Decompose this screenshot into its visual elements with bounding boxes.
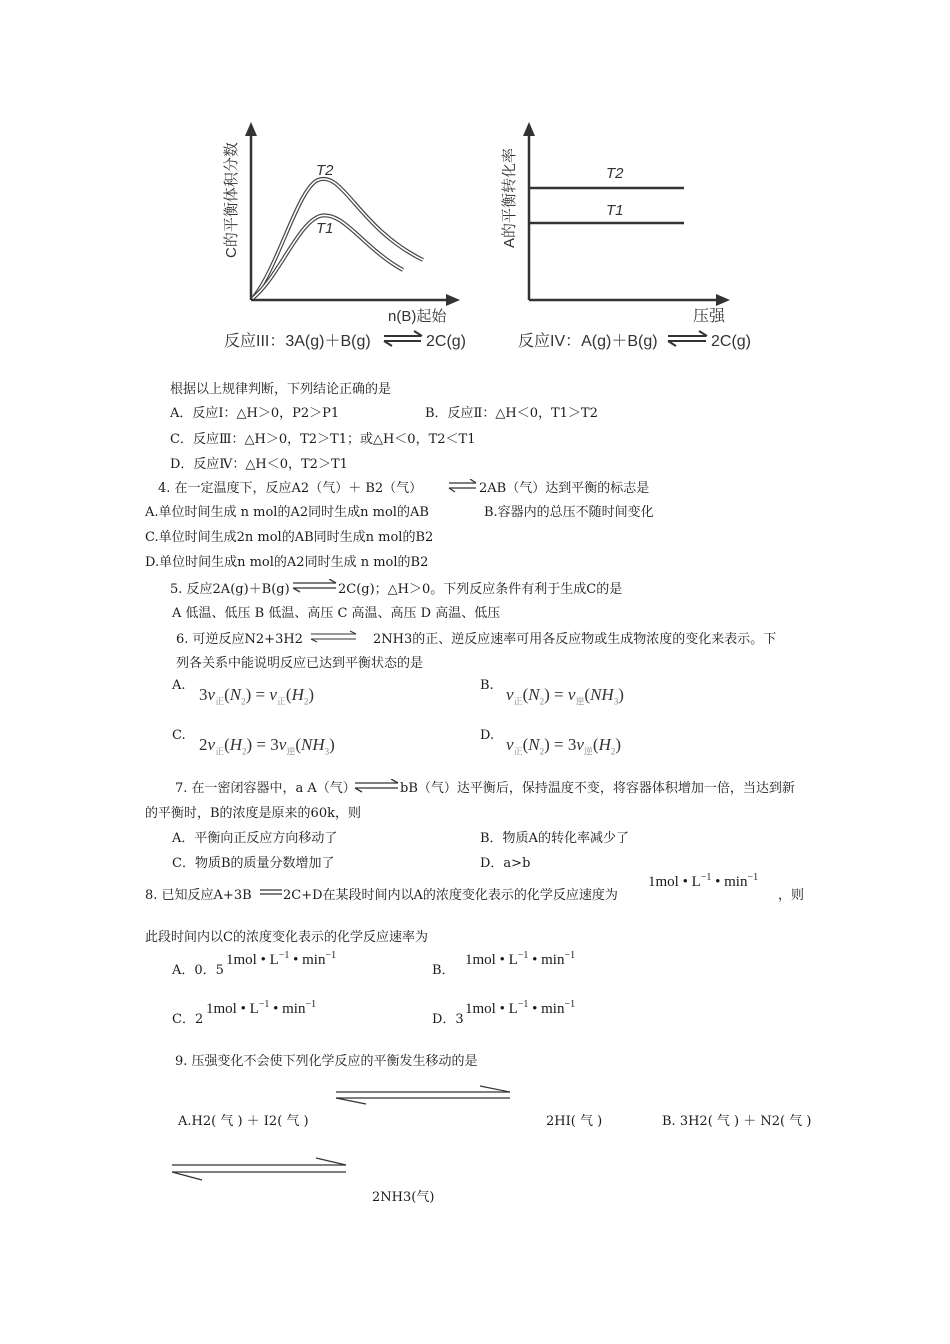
q3-intro: 根据以上规律判断，下列结论正确的是 <box>170 382 392 397</box>
q9-option-b-left: B. 3H2( 气 ) ＋ N2( 气 ) <box>662 1114 812 1129</box>
q7-option-d: D．a>b <box>480 856 531 871</box>
q4-stem-b: 2AB（气）达到平衡的标志是 <box>479 481 650 496</box>
q8-rate-unit: 1mol • $L^{-1}$ • $\min^{-1}$ <box>648 872 759 890</box>
q6-stem-a: 6. 可逆反应N2+3H2 <box>176 632 303 647</box>
q6-option-a-label: A. <box>172 678 186 693</box>
q8-option-a-label: A．0．5 <box>172 963 224 978</box>
q4-option-a: A.单位时间生成 n mol的A2同时生成n mol的AB <box>145 505 429 520</box>
q6-stem-b: 2NH3的正、逆反应速率可用各反应物或生成物浓度的变化来表示。下 <box>373 632 777 647</box>
x-axis-arrow <box>446 294 460 306</box>
equilibrium-arrow <box>310 630 358 644</box>
q8-option-d-label: D．3 <box>432 1012 464 1027</box>
q7-stem-b: bB（气）达平衡后，保持温度不变，将容器体积增加一倍，当达到新 <box>400 781 795 796</box>
figure2-line-low-label: T1 <box>606 202 624 219</box>
q7-stem-c: 的平衡时，B的浓度是原来的60k，则 <box>145 806 361 821</box>
x-axis-arrow <box>716 294 730 306</box>
figure1-caption: 反应III：3A(g)＋B(g) <box>224 333 371 350</box>
figure1-curve-low-label: T1 <box>316 220 334 237</box>
q6-option-b-label: B. <box>480 678 494 693</box>
y-axis-arrow <box>523 122 535 136</box>
q8-option-d-unit: 1mol • $L^{-1}$ • $\min^{-1}$ <box>465 999 576 1017</box>
figure1-ylabel: C的平衡体积分数 <box>223 142 240 258</box>
figure2-xlabel: 压强 <box>693 308 726 325</box>
q4-option-c: C.单位时间生成2n mol的AB同时生成n mol的B2 <box>145 530 434 545</box>
q8-stem-b: 2C+D在某段时间内以A的浓度变化表示的化学反应速度为 <box>283 888 618 903</box>
q5-options: A 低温、低压 B 低温、高压 C 高温、高压 D 高温、低压 <box>172 606 501 621</box>
figure2-caption: 反应IV：A(g)＋B(g) <box>518 333 658 350</box>
q6-stem-c: 列各关系中能说明反应已达到平衡状态的是 <box>176 656 424 671</box>
equilibrium-arrow <box>668 331 707 346</box>
q7-stem-a: 7. 在一密闭容器中，a A（气） <box>175 781 356 796</box>
q8-option-b-unit: 1mol • $L^{-1}$ • $\min^{-1}$ <box>465 950 576 968</box>
figure2-caption-product: 2C(g) <box>711 333 752 350</box>
q4-option-b: B.容器内的总压不随时间变化 <box>484 505 654 520</box>
q7-option-c: C．物质B的质量分数增加了 <box>172 856 335 871</box>
q9-option-a-left: A.H2( 气 ) ＋ I2( 气 ) <box>178 1114 309 1129</box>
q6-option-c-expr: $2v_正(H_2) = 3v_逆(NH_3)$ <box>199 735 335 757</box>
q8-stem-c: ，则 <box>778 888 805 903</box>
equals-arrow <box>259 886 283 898</box>
q7-option-b: B．物质A的转化率减少了 <box>480 831 629 846</box>
reversible-arrow-large <box>170 1154 348 1184</box>
figure2-line-high-label: T2 <box>606 165 624 182</box>
q4-stem-a: 4. 在一定温度下，反应A2（气）＋ B2（气） <box>158 481 423 496</box>
q8-option-b-label: B． <box>432 963 455 978</box>
reversible-arrow-large <box>334 1084 512 1108</box>
q8-option-c-label: C．2 <box>172 1012 204 1027</box>
q5-stem-b: 2C(g)；△H＞0。下列反应条件有利于生成C的是 <box>338 582 623 597</box>
figure1-curve-high-label: T2 <box>316 162 334 179</box>
q4-option-d: D.单位时间生成n mol的A2同时生成 n mol的B2 <box>145 555 429 570</box>
figure-reaction-iv <box>498 118 768 353</box>
q3-option-b: B．反应Ⅱ：△H＜0，T1＞T2 <box>425 406 598 421</box>
q6-option-d-label: D. <box>480 728 495 743</box>
q8-stem-d: 此段时间内以C的浓度变化表示的化学反应速率为 <box>145 930 428 945</box>
q7-option-a: A．平衡向正反应方向移动了 <box>172 831 338 846</box>
q8-option-c-unit: 1mol • $L^{-1}$ • $\min^{-1}$ <box>206 999 317 1017</box>
curve-t2 <box>253 179 423 298</box>
y-axis-arrow <box>245 122 257 136</box>
equilibrium-arrow <box>292 579 338 593</box>
q3-option-c: C．反应Ⅲ：△H＞0，T2＞T1；或△H＜0，T2＜T1 <box>170 432 476 447</box>
figure2-ylabel: A的平衡转化率 <box>501 147 518 248</box>
q6-option-a-expr: $3v_正(N_2) = v_正(H_2)$ <box>199 685 315 707</box>
figure-reaction-iii <box>218 118 478 353</box>
q8-stem-a: 8. 已知反应A+3B <box>145 888 252 903</box>
q9-option-a-right: 2HI( 气 ) <box>546 1114 603 1129</box>
q6-option-c-label: C. <box>172 728 186 743</box>
q6-option-d-expr: $v_正(N_2) = 3v_逆(H_2)$ <box>506 735 622 757</box>
equilibrium-arrow <box>448 479 478 493</box>
q3-option-d: D．反应Ⅳ：△H＜0，T2＞T1 <box>170 457 348 472</box>
equilibrium-arrow <box>354 779 400 793</box>
figure1-caption-product: 2C(g) <box>426 333 467 350</box>
equilibrium-arrow <box>384 331 422 346</box>
q5-stem-a: 5. 反应2A(g)＋B(g) <box>170 582 290 597</box>
q3-option-a: A．反应Ⅰ：△H＞0，P2＞P1 <box>170 406 340 421</box>
q9-option-b-right: 2NH3(气) <box>372 1190 435 1205</box>
q6-option-b-expr: $v_正(N_2) = v_逆(NH_3)$ <box>506 685 624 707</box>
q9-stem: 9. 压强变化不会使下列化学反应的平衡发生移动的是 <box>175 1054 478 1069</box>
figure1-xlabel: n(B)起始 <box>388 308 447 325</box>
q8-option-a-unit: 1mol • $L^{-1}$ • $\min^{-1}$ <box>226 950 337 968</box>
